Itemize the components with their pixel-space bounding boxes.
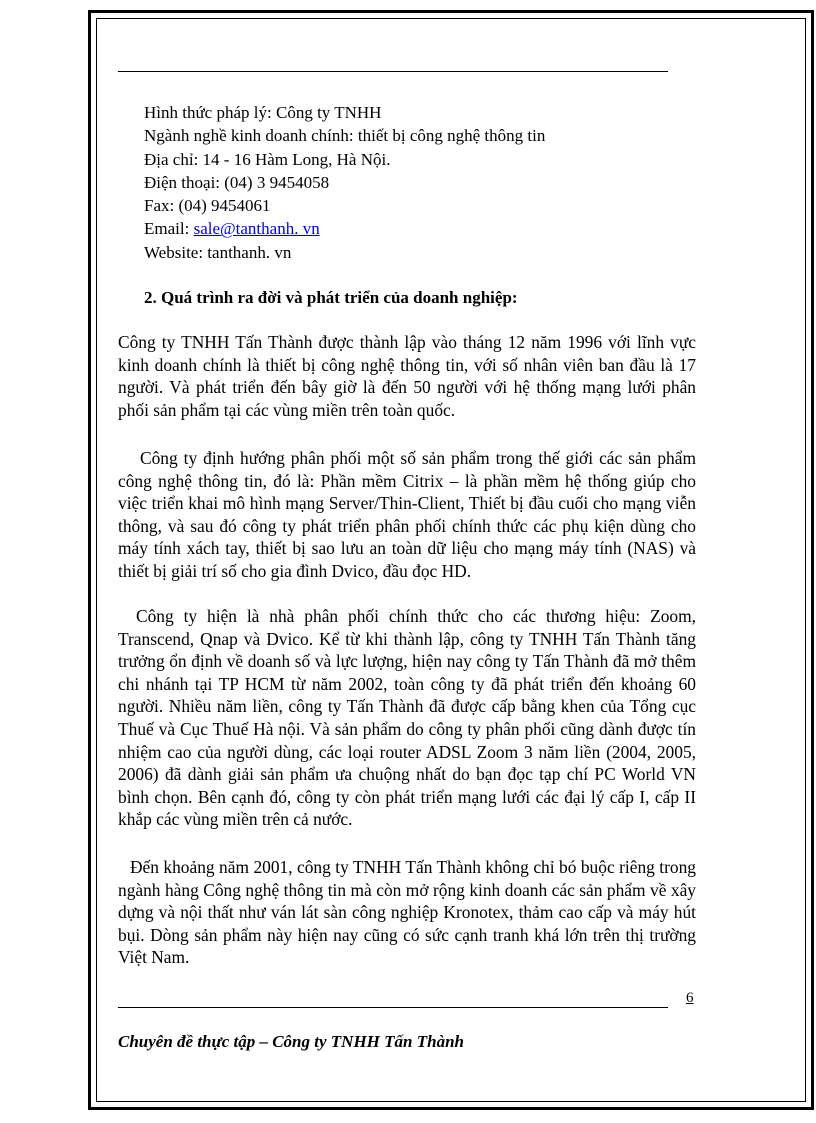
address-line: Địa chỉ: 14 - 16 Hàm Long, Hà Nội.: [144, 149, 391, 169]
section-heading: 2. Quá trình ra đời và phát triển của doanh nghiệp:: [144, 288, 518, 307]
paragraph-expansion: Đến khoảng năm 2001, công ty TNHH Tấn Thành không chỉ bó buộc riêng trong ngành hàng Công nghệ thông tin mà còn mở rộng kinh doanh các sản phẩm về xây dựng và nội thất như ván lát sàn công nghiệp Kronotex, thảm cao cấp và máy hút bụi. Dòng sản phẩm này hiện nay cũng có sức cạnh tranh khá lớn trên thị trường Việt Nam.: [118, 857, 696, 968]
paragraph-products: Công ty định hướng phân phối một số sản phẩm trong thế giới các sản phẩm công nghệ thông tin, đó là: Phần mềm Citrix – là phần mềm hệ thống giúp cho việc triển khai mô hình mạng Server/Thin-Client, Thiết bị đầu cuối cho mạng viễn thông, và sau đó công ty phát triển phân phối chính thức các phụ kiện dùng cho máy tính xách tay, thiết bị sao lưu an toàn dữ liệu cho mạng máy tính (NAS) và thiết bị giải trí số cho gia đình Dvico, đầu đọc HD.: [118, 448, 696, 581]
company-info-block: [144, 101, 545, 264]
business-line: Ngành nghề kinh doanh chính: thiết bị công nghệ thông tin: [144, 126, 546, 146]
phone-line: Điện thoại: (04) 3 9454058: [144, 172, 330, 192]
footer-rule: [118, 1007, 668, 1008]
email-link[interactable]: sale@tanthanh. vn: [193, 219, 320, 239]
website-line: Website: tanthanh. vn: [144, 242, 292, 262]
paragraph-distribution: Công ty hiện là nhà phân phối chính thức cho các thương hiệu: Zoom, Transcend, Qnap và Dvico. Kể từ khi thành lập, công ty TNHH Tấn Thành tăng trưởng ổn định về doanh số và lực lượng, hiện nay công ty Tấn Thành đã mở thêm chi nhánh tại TP HCM từ năm 2002, toàn công ty đã phát triển đến khoảng 60 người. Nhiều năm liền, công ty Tấn Thành đã được cấp bằng khen của Tổng cục Thuế và Cục Thuế Hà nội. Và sản phẩm do công ty phân phối cũng dành được tín nhiệm cao của người dùng, các loại router ADSL Zoom 3 năm liền (2004, 2005, 2006) đã dành giải sản phẩm ưa chuộng nhất do bạn đọc tạp chí PC World VN bình chọn. Bên cạnh đó, công ty còn phát triển mạng lưới các đại lý cấp I, cấp II khắp các vùng miền trên cả nước.: [118, 606, 696, 830]
header-rule: [118, 71, 668, 72]
paragraph-founding: Công ty TNHH Tấn Thành được thành lập vào tháng 12 năm 1996 với lĩnh vực kinh doanh chính là thiết bị công nghệ thông tin, với số nhân viên ban đầu là 17 người. Và phát triển đến bây giờ là đến 50 người với hệ thống mạng lưới phân phối sản phẩm tại các vùng miền trên toàn quốc.: [118, 332, 696, 420]
legal-form-line: Hình thức pháp lý: Công ty TNHH: [144, 103, 382, 122]
email-line: [144, 217, 545, 240]
page-number: 6: [686, 990, 694, 1006]
email-label: Email:: [144, 219, 194, 239]
footer-text: Chuyên đề thực tập – Công ty TNHH Tấn Thành: [118, 1032, 464, 1051]
fax-line: Fax: (04) 9454061: [144, 196, 271, 216]
